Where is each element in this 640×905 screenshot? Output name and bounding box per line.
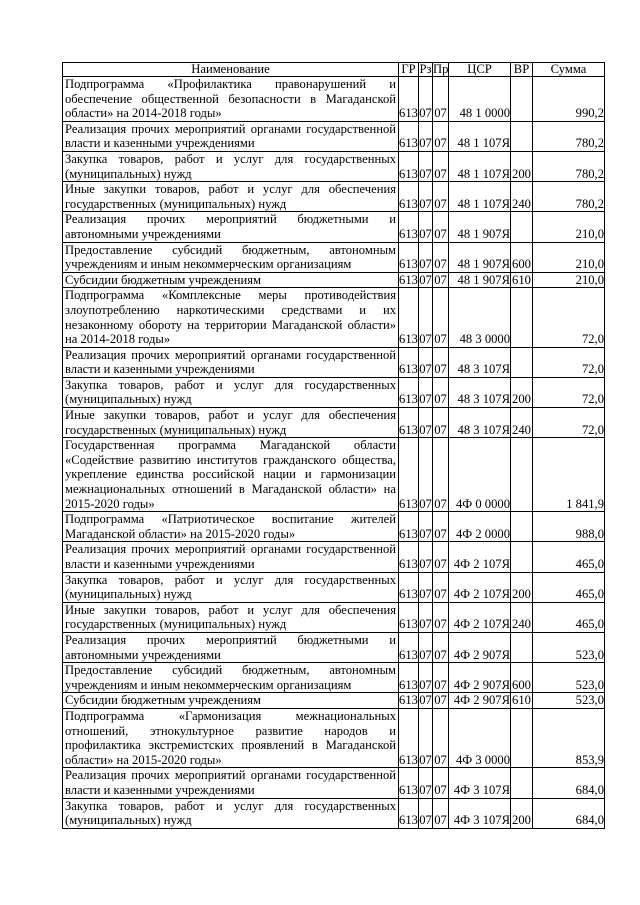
sum-cell: 465,0 [533,542,605,572]
csr-cell: 4Ф 2 907Я [449,632,511,662]
gr-cell: 613 [399,572,419,602]
header-csr: ЦСР [449,63,511,77]
table-row [63,408,605,438]
name-line: власти и казенными учреждениями [65,557,255,571]
sum-cell: 853,9 [533,708,605,767]
name-line: власти и казенными учреждениями [65,136,255,151]
name-line: Предоставление субсидий бюджетным, автономным [65,242,396,257]
csr-cell: 48 3 0000 [449,288,511,347]
name-cell [63,408,399,438]
sum-cell: 523,0 [533,663,605,693]
rz-cell: 07 [419,288,433,347]
vr-cell [511,512,533,542]
name-cell [63,768,399,798]
name-line: Субсидии бюджетным учреждениям [65,693,261,708]
csr-cell: 4Ф 0 0000 [449,438,511,512]
csr-cell: 48 3 107Я [449,408,511,438]
vr-cell: 200 [511,798,533,828]
sum-cell: 523,0 [533,693,605,709]
name-line: Закупка товаров, работ и услуг для государственных [65,798,396,813]
gr-cell: 613 [399,708,419,767]
name-line: злоупотреблению наркотическими средствами и их [65,302,396,317]
name-line: Предоставление субсидий бюджетным, автономным [65,663,396,678]
name-line: Реализация прочих мероприятий органами государственной [65,768,396,783]
sum-cell: 523,0 [533,632,605,662]
gr-cell: 613 [399,151,419,181]
header-rz: Рз [419,62,432,76]
vr-cell: 200 [511,572,533,602]
rz-cell: 07 [419,77,433,122]
pr-cell: 07 [433,438,449,512]
name-line: Государственная программа Магаданской области [65,438,396,453]
name-cell [63,438,399,512]
csr-cell: 48 3 107Я [449,347,511,377]
name-line: Реализация прочих мероприятий бюджетными и [65,632,396,647]
gr-cell: 613 [399,693,418,708]
sum-cell: 684,0 [533,768,605,798]
table-row [63,121,605,151]
table-row [63,77,605,122]
table-row [63,212,605,242]
table-row [63,798,605,828]
vr-cell: 200 [511,151,533,181]
table-row [63,768,605,798]
name-line: автономными учреждениями [65,647,221,662]
gr-cell: 613 [399,768,419,798]
name-line: Подпрограмма «Комплексные меры противодействия [65,288,396,303]
sum-cell: 988,0 [533,512,605,542]
table-row [63,288,605,347]
table-header-row [63,63,605,77]
vr-cell [511,768,533,798]
name-line: Реализация прочих мероприятий органами государственной [65,121,396,136]
name-cell [63,272,399,288]
vr-cell [511,708,533,767]
header-gr: ГР [399,63,419,77]
sum-cell: 210,0 [533,212,605,242]
rz-cell: 07 [419,632,433,662]
name-line: Иные закупки товаров, работ и услуг для обеспечения [65,408,396,423]
pr-cell: 07 [433,768,449,798]
csr-cell: 48 3 107Я [449,377,511,407]
name-line: власти и казенными учреждениями [65,362,255,377]
pr-cell: 07 [433,632,449,662]
pr-cell: 07 [433,242,449,272]
name-line: государственных (муниципальных) нужд [65,617,287,632]
name-cell [63,377,399,407]
name-line: отношений, этнокультурное развитие народов и [65,723,396,738]
gr-cell: 613 [399,512,419,542]
gr-cell: 613 [399,121,419,151]
header-sum: Сумма [533,63,605,77]
table-row [63,377,605,407]
gr-cell: 613 [399,602,419,632]
name-line: укрепление единства российской нации и гармонизации [65,467,396,482]
table-row [63,542,605,572]
vr-cell [511,438,533,512]
gr-cell: 613 [399,77,419,122]
sum-cell: 210,0 [533,242,605,272]
sum-cell: 684,0 [533,798,605,828]
csr-cell: 4Ф 3 107Я [449,768,511,798]
name-line: «Содействие развитию институтов гражданского общества, [65,452,396,467]
name-line: межнациональных отношений в Магаданской области» на [65,482,396,497]
pr-cell: 07 [433,121,449,151]
rz-cell: 07 [419,151,433,181]
name-line: (муниципальных) нужд [65,587,192,602]
name-line: (муниципальных) нужд [65,813,192,828]
rz-cell: 07 [419,602,433,632]
vr-cell: 240 [511,182,533,212]
header-pr: Пр [433,62,449,76]
name-line: незаконному обороту на территории Магаданской области» [65,317,396,332]
gr-cell: 613 [399,408,419,438]
rz-cell: 07 [419,708,433,767]
vr-cell [511,212,533,242]
rz-cell: 07 [419,121,433,151]
vr-cell [511,288,533,347]
csr-cell: 4Ф 2 0000 [449,512,511,542]
sum-cell: 72,0 [533,377,605,407]
vr-cell: 240 [511,602,533,632]
name-cell [63,708,399,767]
pr-cell: 07 [433,77,449,122]
rz-cell: 07 [419,798,433,828]
name-line: учреждениям и иным некоммерческим организациям [65,677,352,692]
name-line: Реализация прочих мероприятий органами государственной [65,542,396,557]
vr-cell: 600 [511,242,533,272]
gr-cell: 613 [399,272,418,287]
name-line: (муниципальных) нужд [65,166,192,181]
table-row [63,708,605,767]
rz-cell: 07 [419,347,433,377]
pr-cell: 07 [433,602,449,632]
table-row [63,272,605,288]
name-line: Магаданской области» на 2015-2020 годы» [65,526,296,541]
rz-cell: 07 [419,182,433,212]
rz-cell: 07 [419,272,432,287]
name-cell [63,151,399,181]
rz-cell: 07 [419,438,433,512]
gr-cell: 613 [399,212,419,242]
sum-cell: 780,2 [533,121,605,151]
gr-cell: 613 [399,377,419,407]
name-line: государственных (муниципальных) нужд [65,196,287,211]
name-line: Иные закупки товаров, работ и услуг для обеспечения [65,182,396,197]
name-line: Подпрограмма «Профилактика правонарушений и [65,77,396,91]
csr-cell: 48 1 907Я [449,212,511,242]
name-line: области» на 2015-2020 годы» [65,752,222,767]
header-name: Наименование [63,63,399,77]
name-line: Подпрограмма «Патриотическое воспитание жителей [65,512,396,527]
csr-cell: 48 1 907Я [449,242,511,272]
gr-cell: 613 [399,632,419,662]
vr-cell [511,121,533,151]
vr-cell: 610 [512,693,531,708]
table-row [63,512,605,542]
pr-cell: 07 [433,212,449,242]
name-cell [63,798,399,828]
name-line: Реализация прочих мероприятий бюджетными и [65,212,396,227]
table-row [63,572,605,602]
name-cell [63,212,399,242]
table-row [63,438,605,512]
pr-cell: 07 [433,663,449,693]
csr-cell: 4Ф 2 107Я [449,542,511,572]
header-vr: ВР [511,63,533,77]
vr-cell: 200 [511,377,533,407]
pr-cell: 07 [433,408,449,438]
sum-cell: 72,0 [533,288,605,347]
name-line: на 2014-2018 годы» [65,332,171,347]
csr-cell: 48 1 107Я [449,182,511,212]
gr-cell: 613 [399,182,419,212]
name-line: (муниципальных) нужд [65,392,192,407]
sum-cell: 465,0 [533,602,605,632]
pr-cell: 07 [433,798,449,828]
name-cell [63,693,399,709]
table-row [63,182,605,212]
sum-cell: 72,0 [533,408,605,438]
name-line: автономными учреждениями [65,226,221,241]
vr-cell [511,632,533,662]
name-cell [63,572,399,602]
rz-cell: 07 [419,377,433,407]
name-line: Закупка товаров, работ и услуг для государственных [65,377,396,392]
name-cell [63,512,399,542]
name-cell [63,288,399,347]
rz-cell: 07 [419,693,432,708]
vr-cell: 610 [512,272,531,287]
name-line: государственных (муниципальных) нужд [65,422,287,437]
vr-cell [511,542,533,572]
table-body [63,77,605,829]
name-line: власти и казенными учреждениями [65,782,255,797]
name-line: Иные закупки товаров, работ и услуг для обеспечения [65,602,396,617]
rz-cell: 07 [419,663,433,693]
sum-cell: 990,2 [533,77,605,122]
pr-cell: 07 [434,693,447,708]
table-row [63,242,605,272]
budget-table [62,62,605,829]
rz-cell: 07 [419,408,433,438]
csr-cell: 4Ф 3 0000 [449,708,511,767]
name-line: Реализация прочих мероприятий органами государственной [65,347,396,362]
sum-cell: 465,0 [533,572,605,602]
vr-cell [511,77,533,122]
pr-cell: 07 [433,377,449,407]
name-cell [63,182,399,212]
name-line: Подпрограмма «Гармонизация межнациональных [65,708,396,723]
pr-cell: 07 [433,708,449,767]
sum-cell: 210,0 [533,272,605,288]
vr-cell [511,347,533,377]
rz-cell: 07 [419,542,433,572]
name-cell [63,242,399,272]
name-line: области» на 2014-2018 годы» [65,106,222,121]
name-line: профилактика экстремистских проявлений в Магаданской [65,738,396,753]
vr-cell: 600 [511,663,533,693]
pr-cell: 07 [433,542,449,572]
name-cell [63,542,399,572]
pr-cell: 07 [433,347,449,377]
vr-cell: 240 [511,408,533,438]
name-line: Субсидии бюджетным учреждениям [65,272,261,287]
pr-cell: 07 [433,512,449,542]
name-line: обеспечение общественной безопасности в Магаданской [65,91,396,106]
name-cell [63,602,399,632]
name-cell [63,632,399,662]
csr-cell: 48 1 907Я [449,272,511,288]
csr-cell: 4Ф 3 107Я [449,798,511,828]
rz-cell: 07 [419,242,433,272]
name-cell [63,663,399,693]
table-row [63,347,605,377]
rz-cell: 07 [419,572,433,602]
table-row [63,602,605,632]
table-row [63,151,605,181]
gr-cell: 613 [399,438,419,512]
gr-cell: 613 [399,663,419,693]
gr-cell: 613 [399,288,419,347]
csr-cell: 4Ф 2 107Я [449,602,511,632]
rz-cell: 07 [419,768,433,798]
name-line: Закупка товаров, работ и услуг для государственных [65,151,396,166]
table-row [63,663,605,693]
pr-cell: 07 [434,272,447,287]
csr-cell: 48 1 107Я [449,121,511,151]
gr-cell: 613 [399,347,419,377]
csr-cell: 48 1 0000 [449,77,511,122]
sum-cell: 72,0 [533,347,605,377]
name-line: 2015-2020 годы» [65,496,155,511]
pr-cell: 07 [433,288,449,347]
pr-cell: 07 [433,182,449,212]
csr-cell: 4Ф 2 907Я [449,663,511,693]
rz-cell: 07 [419,512,433,542]
table-row [63,632,605,662]
name-line: учреждениям и иным некоммерческим организациям [65,257,352,272]
name-cell [63,121,399,151]
csr-cell: 4Ф 2 107Я [449,572,511,602]
sum-cell: 1 841,9 [533,438,605,512]
sum-cell: 780,2 [533,182,605,212]
name-line: Закупка товаров, работ и услуг для государственных [65,572,396,587]
pr-cell: 07 [433,151,449,181]
name-cell [63,77,399,122]
gr-cell: 613 [399,242,419,272]
pr-cell: 07 [433,572,449,602]
gr-cell: 613 [399,798,419,828]
sum-cell: 780,2 [533,151,605,181]
rz-cell: 07 [419,212,433,242]
csr-cell: 4Ф 2 907Я [449,693,511,709]
csr-cell: 48 1 107Я [449,151,511,181]
table-row [63,693,605,709]
gr-cell: 613 [399,542,419,572]
name-cell [63,347,399,377]
